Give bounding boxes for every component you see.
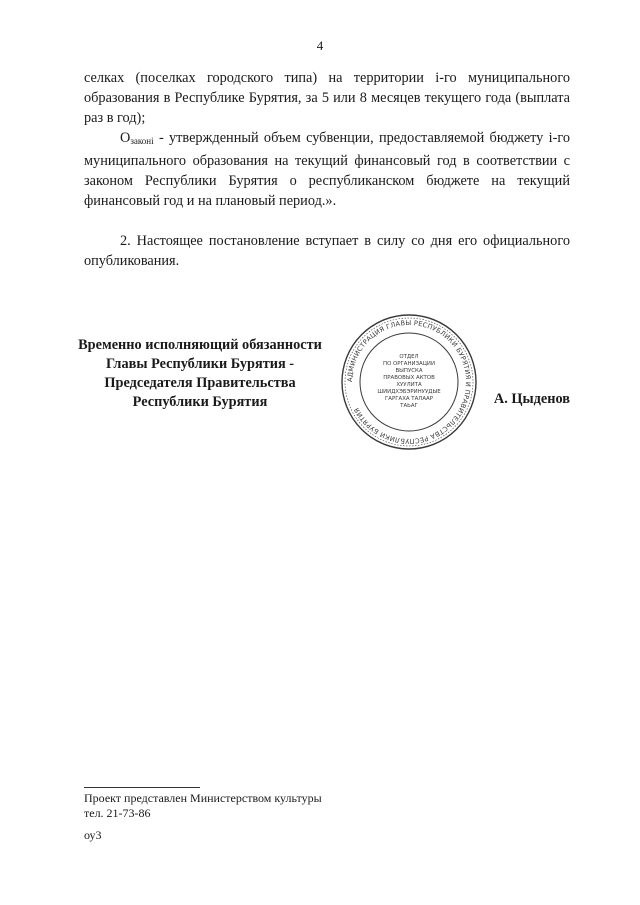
signatory-title xyxy=(60,336,340,412)
paragraph-continuation: селках (поселках городского типа) на территории i-го муниципального образования в Республике Бурятия, за 5 или 8 месяцев текущего года (выплата раз в год); xyxy=(84,70,570,126)
definition-text: - утвержденный объем субвенции, предоставляемой бюджету i-го муниципального образования на текущий финансовый год в соответствии с законом Республики Бурятия о республиканском бюджете на текущий финансовый год и на плановый период.». xyxy=(84,130,570,209)
footer-phone: тел. 21-73-86 xyxy=(84,806,151,820)
paragraph-effective-date: 2. Настоящее постановление вступает в силу со дня его официального опубликования. xyxy=(84,233,570,269)
official-seal xyxy=(340,313,478,451)
svg-text:ВЫПУСКА: ВЫПУСКА xyxy=(395,368,423,374)
svg-text:ХУУЛИТА: ХУУЛИТА xyxy=(396,382,422,388)
footer-presented-by: Проект представлен Министерством культуры xyxy=(84,791,322,805)
svg-text:ПРАВОВЫХ АКТОВ: ПРАВОВЫХ АКТОВ xyxy=(383,375,435,381)
footer-note xyxy=(84,791,322,821)
document-body xyxy=(84,68,570,271)
svg-text:ГАРГАХА ТАЛААР: ГАРГАХА ТАЛААР xyxy=(385,396,433,402)
signatory-title-line: Главы Республики Бурятия - xyxy=(105,356,295,372)
footer-document-code: оу3 xyxy=(84,828,102,842)
seal-outer-text: АДМИНИСТРАЦИЯ ГЛАВЫ РЕСПУБЛИКИ БУРЯТИЯ И ПРАВИТЕЛЬСТВА РЕСПУБЛИКИ БУРЯТИЯ xyxy=(345,318,473,446)
signatory-name: А. Цыденов xyxy=(493,391,570,407)
signatory-title-line: Председателя Правительства xyxy=(104,375,296,391)
formula-symbol: О xyxy=(120,130,131,146)
paragraph-definition xyxy=(84,128,570,211)
signatory-title-line: Республики Бурятия xyxy=(132,394,268,410)
paragraph-gap xyxy=(84,211,570,231)
seal-inner-text xyxy=(377,354,441,409)
signatory-title-line: Временно исполняющий обязанности xyxy=(78,337,322,353)
svg-text:ПО ОРГАНИЗАЦИИ: ПО ОРГАНИЗАЦИИ xyxy=(383,361,435,367)
footer-divider xyxy=(84,787,200,788)
formula-subscript: законi xyxy=(130,136,154,146)
page-number: 4 xyxy=(316,38,324,53)
svg-text:ОТДЕЛ: ОТДЕЛ xyxy=(399,354,419,360)
svg-text:ТАЬАГ: ТАЬАГ xyxy=(400,403,418,409)
svg-text:ШИИДХЭБЭРИНУУДЫЕ: ШИИДХЭБЭРИНУУДЫЕ xyxy=(377,389,441,395)
